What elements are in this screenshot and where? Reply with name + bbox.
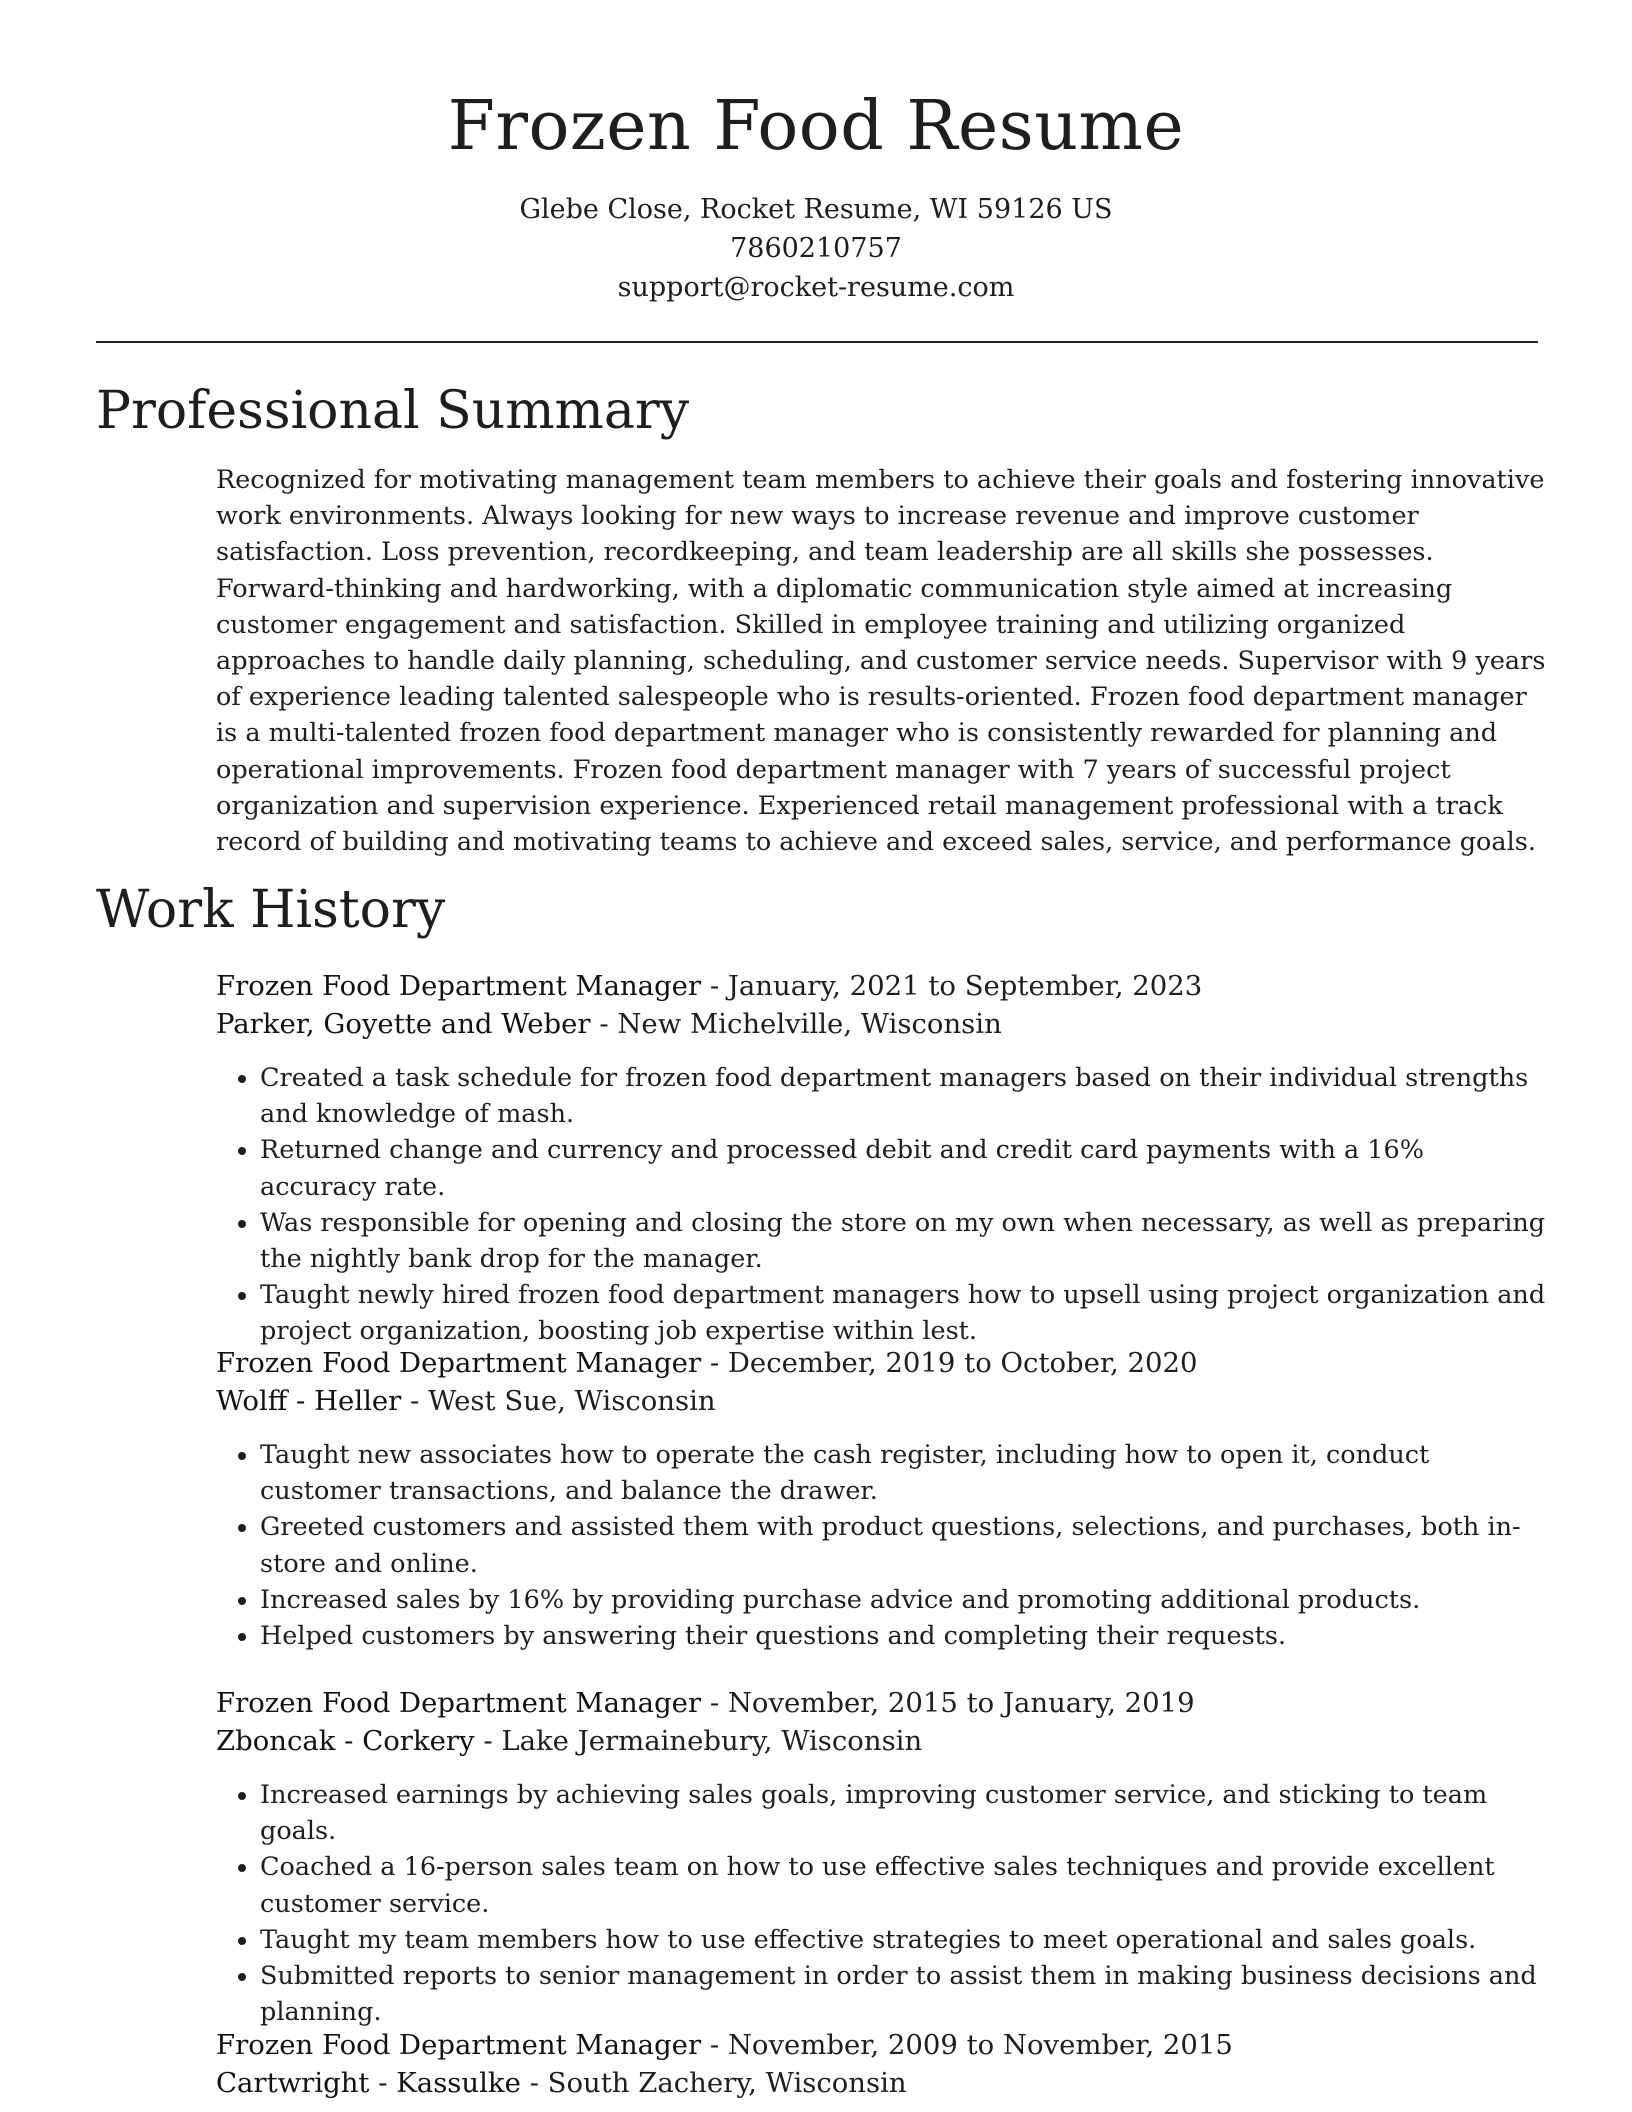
job-dates: - January, 2021 to September, 2023 xyxy=(701,970,1203,1002)
job-title: Frozen Food Department Manager xyxy=(216,1687,702,1719)
job-company-line xyxy=(216,2064,1546,2102)
job-entry xyxy=(216,1684,1546,2030)
contact-block xyxy=(0,190,1632,307)
job-company: Parker, Goyette and Weber xyxy=(216,1008,591,1040)
job-title: Frozen Food Department Manager xyxy=(216,1347,702,1379)
job-bullets xyxy=(216,1777,1546,2030)
job-bullet: • Helped customers by answering their questions and completing their requests. xyxy=(260,1618,1546,1654)
job-bullet: • Increased earnings by achieving sales goals, improving customer service, and sticking to team goals. xyxy=(260,1777,1546,1849)
job-title-line xyxy=(216,2026,1546,2064)
job-title-line xyxy=(216,1684,1546,1722)
job-dates: - December, 2019 to October, 2020 xyxy=(701,1347,1198,1379)
job-dates: - November, 2009 to November, 2015 xyxy=(701,2029,1233,2061)
contact-phone: 7860210757 xyxy=(730,233,902,264)
job-location: - New Michelville, Wisconsin xyxy=(590,1008,1002,1040)
contact-email: support@rocket-resume.com xyxy=(617,272,1015,303)
job-company-line xyxy=(216,1005,1546,1043)
job-title-line xyxy=(216,967,1546,1005)
job-company-line xyxy=(216,1722,1546,1760)
job-bullet: • Returned change and currency and processed debit and credit card payments with a 16% accuracy rate. xyxy=(260,1132,1546,1204)
header-divider xyxy=(96,341,1538,343)
job-bullet: • Was responsible for opening and closing the store on my own when necessary, as well as preparing the nightly bank drop for the manager. xyxy=(260,1205,1546,1277)
summary-heading: Professional Summary xyxy=(96,381,690,441)
job-company: Cartwright - Kassulke xyxy=(216,2067,521,2099)
job-bullets xyxy=(216,1437,1546,1654)
job-company-line xyxy=(216,1382,1546,1420)
job-company: Zboncak - Corkery xyxy=(216,1725,475,1757)
job-location: - West Sue, Wisconsin xyxy=(401,1385,716,1417)
work-history-heading: Work History xyxy=(96,880,446,940)
job-entry xyxy=(216,967,1546,1350)
job-location: - South Zachery, Wisconsin xyxy=(520,2067,907,2099)
job-bullet: • Created a task schedule for frozen food department managers based on their individual strengths and knowledge of mash. xyxy=(260,1060,1546,1132)
job-entry xyxy=(216,2026,1546,2102)
job-bullet: • Coached a 16-person sales team on how to use effective sales techniques and provide excellent customer service. xyxy=(260,1849,1546,1921)
job-title: Frozen Food Department Manager xyxy=(216,2029,702,2061)
summary-text: Recognized for motivating management team members to achieve their goals and fostering innovative work environments. Always looking for new ways to increase revenue and improve customer satisfaction. Loss prevention, recordkeeping, and team leadership are all skills she possesses. Forward-thinking and hardworking, with a diplomatic communication style aimed at increasing customer engagement and satisfaction. Skilled in employee training and utilizing organized approaches to handle daily planning, scheduling, and customer service needs. Supervisor with 9 years of experience leading talented salespeople who is results-oriented. Frozen food department manager is a multi-talented frozen food department manager who is consistently rewarded for planning and operational improvements. Frozen food department manager with 7 years of successful project organization and supervision experience. Experienced retail management professional with a track record of building and motivating teams to achieve and exceed sales, service, and performance goals. xyxy=(216,465,1546,858)
resume-title: Frozen Food Resume xyxy=(447,87,1185,166)
job-location: - Lake Jermainebury, Wisconsin xyxy=(474,1725,923,1757)
job-dates: - November, 2015 to January, 2019 xyxy=(701,1687,1195,1719)
job-company: Wolff - Heller xyxy=(216,1385,402,1417)
job-bullet: • Submitted reports to senior management in order to assist them in making business decisions and planning. xyxy=(260,1958,1546,2030)
job-bullet: • Taught new associates how to operate the cash register, including how to open it, conduct customer transactions, and balance the drawer. xyxy=(260,1437,1546,1509)
contact-address: Glebe Close, Rocket Resume, WI 59126 US xyxy=(519,194,1113,225)
job-bullet: • Greeted customers and assisted them with product questions, selections, and purchases, both in-store and online. xyxy=(260,1509,1546,1581)
job-bullets xyxy=(216,1060,1546,1350)
job-title-line xyxy=(216,1344,1546,1382)
job-bullet: • Taught newly hired frozen food department managers how to upsell using project organization and project organization, boosting job expertise within lest. xyxy=(260,1277,1546,1349)
job-bullet: • Taught my team members how to use effective strategies to meet operational and sales goals. xyxy=(260,1922,1546,1958)
job-title: Frozen Food Department Manager xyxy=(216,970,702,1002)
job-bullet: • Increased sales by 16% by providing purchase advice and promoting additional products. xyxy=(260,1582,1546,1618)
job-entry xyxy=(216,1344,1546,1654)
